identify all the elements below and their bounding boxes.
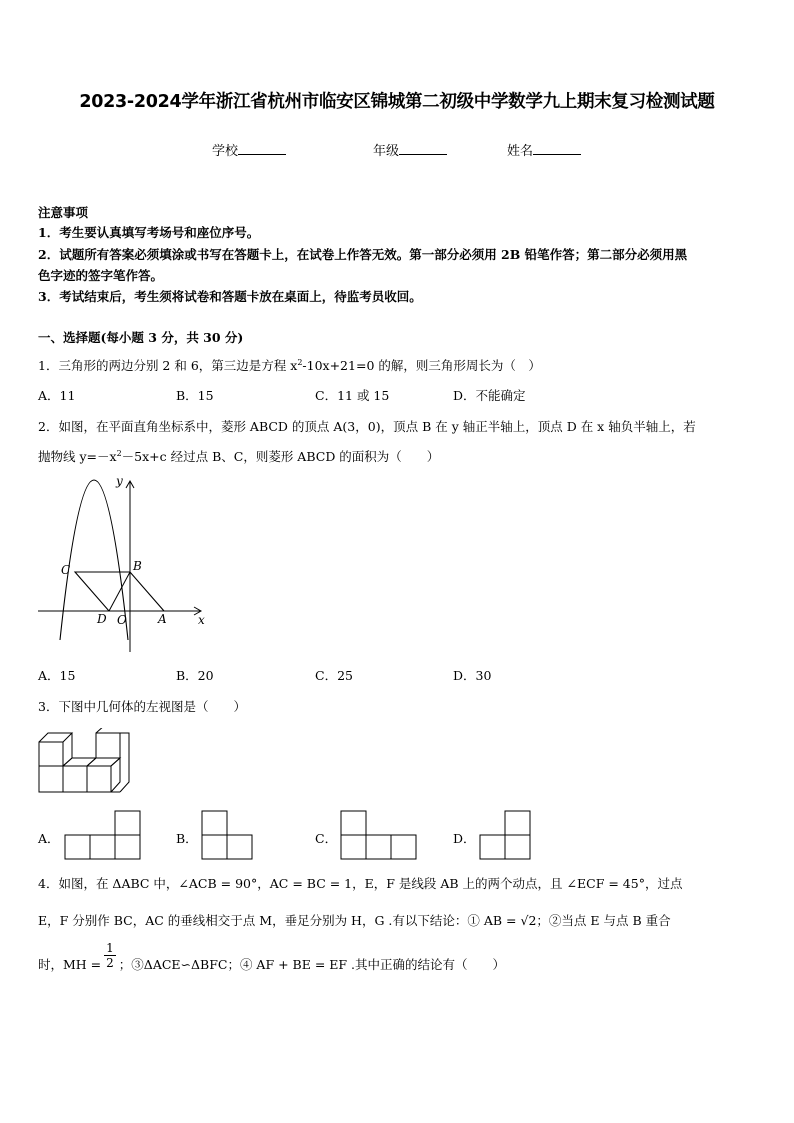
school-label: 学校 bbox=[212, 144, 239, 159]
notice-item: 色字迹的签字笔作答。 bbox=[38, 268, 164, 283]
question-1-text bbox=[38, 356, 541, 374]
q1-option-a[interactable]: A．11 bbox=[38, 388, 76, 403]
q4-line3 bbox=[38, 941, 505, 981]
q4-line3-b: ；③ΔACE∽ΔBFC；④ AF + BE = EF .其中正确的结论有（ ） bbox=[118, 957, 506, 972]
grade-blank[interactable] bbox=[399, 144, 447, 155]
grade-label: 年级 bbox=[373, 144, 400, 159]
q2-option-a[interactable]: A．15 bbox=[38, 668, 76, 683]
grade-field[interactable] bbox=[373, 140, 447, 159]
q2-figure bbox=[30, 470, 220, 660]
name-label: 姓名 bbox=[507, 144, 534, 159]
q3-option-d-figure[interactable] bbox=[478, 809, 534, 861]
frac-denominator: 2 bbox=[106, 956, 114, 970]
q3-option-b[interactable]: B． bbox=[176, 831, 198, 846]
label-d: D bbox=[97, 612, 107, 626]
q3-option-c[interactable]: C． bbox=[315, 831, 338, 846]
q2-option-c[interactable]: C．25 bbox=[315, 668, 353, 683]
notice-item: 1．考生要认真填写考场号和座位序号。 bbox=[38, 225, 260, 240]
q3-option-b-figure[interactable] bbox=[200, 809, 256, 861]
q2-option-d[interactable]: D．30 bbox=[453, 668, 492, 683]
notice-item: 2．试题所有答案必须填涂或书写在答题卡上，在试卷上作答无效。第一部分必须用 2B 铅笔作答；第二部分必须用黑 bbox=[38, 247, 688, 262]
label-o: O bbox=[117, 613, 127, 627]
label-y: y bbox=[116, 474, 123, 488]
q2-option-b[interactable]: B．20 bbox=[176, 668, 214, 683]
q2-sup: 2 bbox=[116, 448, 122, 458]
q4-line3-a: 时，MH = bbox=[38, 957, 102, 972]
frac-numerator: 1 bbox=[106, 941, 114, 955]
q2-line2-a: 抛物线 y=－x bbox=[38, 449, 117, 464]
page-title: 2023-2024学年浙江省杭州市临安区锦城第二初级中学数学九上期末复习检测试题 bbox=[79, 92, 715, 112]
notice-heading: 注意事项 bbox=[38, 205, 89, 220]
q3-text: 3．下图中几何体的左视图是（ ） bbox=[38, 699, 246, 714]
q2-line2 bbox=[38, 447, 439, 465]
school-field[interactable] bbox=[212, 140, 286, 159]
section-heading: 一、选择题(每小题 3 分，共 30 分) bbox=[38, 330, 244, 345]
q3-solid-figure bbox=[34, 728, 144, 798]
q1-text-b: -10x+21=0 的解，则三角形周长为（ ） bbox=[302, 358, 541, 373]
label-a: A bbox=[158, 612, 167, 626]
q1-option-d[interactable]: D．不能确定 bbox=[453, 388, 526, 403]
q1-sup: 2 bbox=[297, 357, 303, 367]
q3-option-a[interactable]: A． bbox=[38, 831, 60, 846]
label-b: B bbox=[133, 559, 142, 573]
q2-line1: 2．如图，在平面直角坐标系中，菱形 ABCD 的顶点 A(3，0)，顶点 B 在 y 轴正半轴上，顶点 D 在 x 轴负半轴上，若 bbox=[38, 419, 696, 434]
q1-text-a: 1．三角形的两边分别 2 和 6，第三边是方程 x bbox=[38, 358, 298, 373]
q3-option-c-figure[interactable] bbox=[339, 809, 419, 861]
name-blank[interactable] bbox=[533, 144, 581, 155]
q1-option-c[interactable]: C．11 或 15 bbox=[315, 388, 390, 403]
name-field[interactable] bbox=[507, 140, 581, 159]
q4-line2: E，F 分别作 BC，AC 的垂线相交于点 M，垂足分别为 H，G .有以下结论：① AB = √2；②当点 E 与点 B 重合 bbox=[38, 913, 671, 928]
q2-line2-b: －5x+c 经过点 B、C，则菱形 ABCD 的面积为（ ） bbox=[121, 449, 440, 464]
q4-line1: 4．如图，在 ΔABC 中，∠ACB = 90°，AC = BC = 1，E，F 是线段 AB 上的两个动点，且 ∠ECF = 45°，过点 bbox=[38, 876, 683, 891]
notice-item: 3．考试结束后，考生须将试卷和答题卡放在桌面上，待监考员收回。 bbox=[38, 289, 422, 304]
label-c: C bbox=[61, 563, 71, 577]
q1-option-b[interactable]: B．15 bbox=[176, 388, 214, 403]
diagonal-bd bbox=[109, 572, 130, 611]
fraction-one-half bbox=[104, 941, 116, 970]
q3-option-d[interactable]: D． bbox=[453, 831, 476, 846]
school-blank[interactable] bbox=[238, 144, 286, 155]
q3-option-a-figure[interactable] bbox=[63, 809, 143, 861]
label-x: x bbox=[198, 613, 205, 627]
